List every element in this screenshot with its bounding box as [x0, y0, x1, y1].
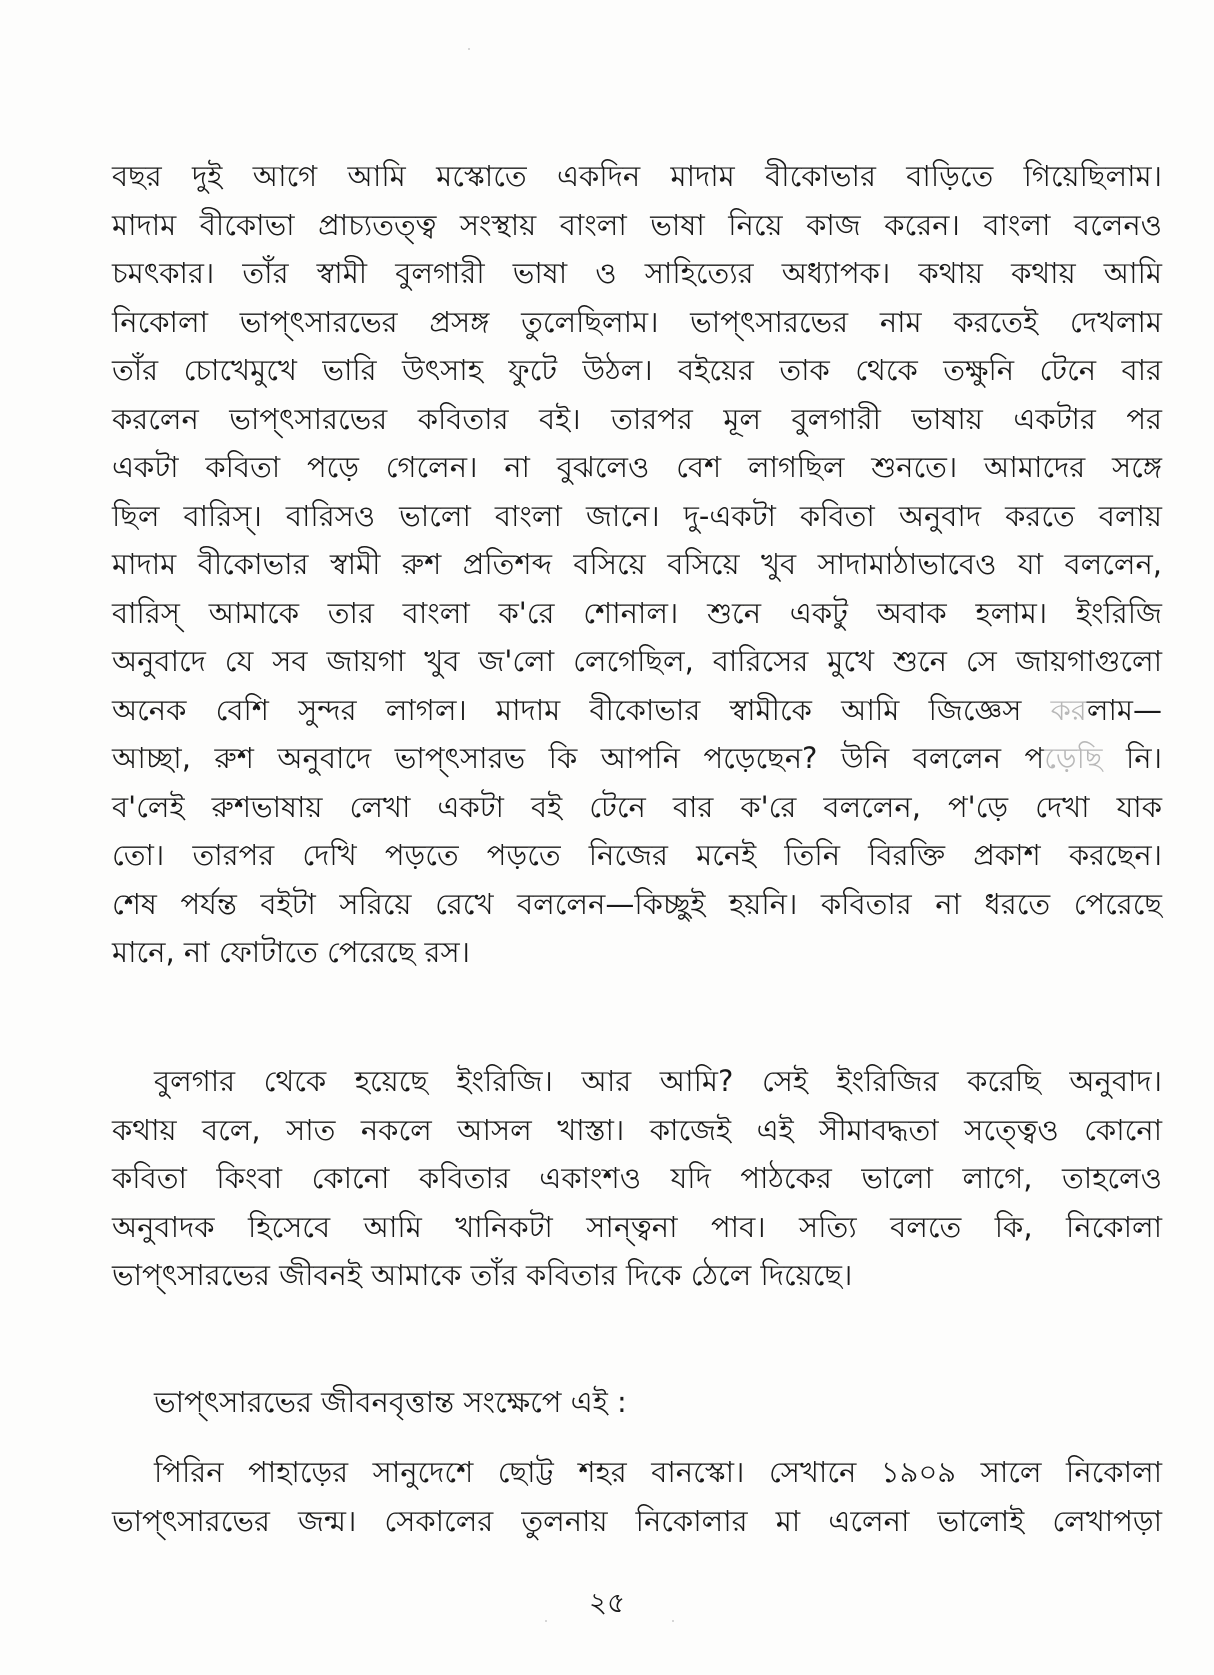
- text-line: তাঁর চোখেমুখে ভারি উৎসাহ ফুটে উঠল। বইয়ের তাক থেকে তক্ষুনি টেনে বার: [112, 353, 1162, 387]
- scan-speck: [672, 1620, 674, 1622]
- text-line: বছর দুই আগে আমি মস্কোতে একদিন মাদাম বীকোভার বাড়িতে গিয়েছিলাম।: [112, 159, 1162, 193]
- text-line: নিকোলা ভাপ্ৎসারভের প্রসঙ্গ তুলেছিলাম। ভাপ্ৎসারভের নাম করতেই দেখলাম: [112, 304, 1162, 339]
- text-line: কথায় বলে, সাত নকলে আসল খাস্তা। কাজেই এই সীমাবদ্ধতা সত্ত্বেও কোনো: [112, 1112, 1162, 1147]
- text-segment: অনেক বেশি সুন্দর লাগল। মাদাম বীকোভার স্বামীকে আমি জিজ্ঞেস: [112, 692, 1051, 727]
- text-line: মাদাম বীকোভার স্বামী রুশ প্রতিশব্দ বসিয়ে বসিয়ে খুব সাদামাঠাভাবেও যা বললেন,: [112, 547, 1162, 581]
- text-line: ভাপ্ৎসারভের জীবনই আমাকে তাঁর কবিতার দিকে ঠেলে দিয়েছে।: [112, 1258, 853, 1292]
- text-line: ভাপ্ৎসারভের জন্ম। সেকালের তুলনায় নিকোলার মা এলেনা ভালোই লেখাপড়া: [112, 1503, 1162, 1538]
- text-line: শেষ পর্যন্ত বইটা সরিয়ে রেখে বললেন—কিচ্ছুই হয়নি। কবিতার না ধরতে পেরেছে: [112, 886, 1162, 921]
- text-line: অনুবাদক হিসেবে আমি খানিকটা সান্ত্বনা পাব। সত্যি বলতে কি, নিকোলা: [112, 1209, 1162, 1244]
- text-segment: আচ্ছা, রুশ অনুবাদে ভাপ্ৎসারভ কি আপনি পড়েছেন? উনি বললেন প: [112, 741, 1045, 775]
- text-line: অনুবাদে যে সব জায়গা খুব জ'লো লেগেছিল, বারিসের মুখে শুনে সে জায়গাগুলো: [112, 644, 1162, 678]
- text-line: মাদাম বীকোভা প্রাচ্যতত্ত্ব সংস্থায় বাংলা ভাষা নিয়ে কাজ করেন। বাংলা বলেনও: [112, 207, 1162, 242]
- text-line: বারিস্ আমাকে তার বাংলা ক'রে শোনাল। শুনে একটু অবাক হলাম। ইংরিজি: [112, 595, 1162, 630]
- paragraph-translator-note: [112, 1057, 1162, 1300]
- page-number: ২৫: [588, 1586, 626, 1619]
- text-line: মানে, না ফোটাতে পেরেছে রস।: [112, 935, 471, 969]
- text-segment: নি।: [1102, 741, 1162, 775]
- section-heading-text: ভাপ্ৎসারভের জীবনবৃত্তান্ত সংক্ষেপে এই :: [154, 1385, 627, 1419]
- faded-text-segment: কর: [1050, 692, 1087, 727]
- faded-text-segment: ড়েছি: [1044, 741, 1103, 775]
- section-heading: [112, 1378, 1162, 1426]
- scan-speck: [468, 48, 470, 50]
- text-line: চমৎকার। তাঁর স্বামী বুলগারী ভাষা ও সাহিত্যের অধ্যাপক। কথায় কথায় আমি: [112, 256, 1162, 290]
- text-line: তো। তারপর দেখি পড়তে পড়তে নিজের মনেই তিনি বিরক্তি প্রকাশ করছেন।: [112, 838, 1162, 872]
- paragraph-biography: [112, 1448, 1162, 1545]
- text-line: ব'লেই রুশভাষায় লেখা একটা বই টেনে বার ক'রে বললেন, প'ড়ে দেখা যাক: [112, 789, 1162, 824]
- text-line-partially-faded: [112, 686, 1162, 735]
- text-line: ছিল বারিস্। বারিসও ভালো বাংলা জানে। দু-একটা কবিতা অনুবাদ করতে বলায়: [112, 498, 1162, 533]
- text-line: বুলগার থেকে হয়েছে ইংরিজি। আর আমি? সেই ইংরিজির করেছি অনুবাদ।: [154, 1064, 1162, 1098]
- text-line: করলেন ভাপ্ৎসারভের কবিতার বই। তারপর মূল বুলগারী ভাষায় একটার পর: [112, 401, 1162, 436]
- text-line: একটা কবিতা পড়ে গেলেন। না বুঝলেও বেশ লাগছিল শুনতে। আমাদের সঙ্গে: [112, 450, 1162, 484]
- text-line: কবিতা কিংবা কোনো কবিতার একাংশও যদি পাঠকের ভালো লাগে, তাহলেও: [112, 1161, 1162, 1195]
- text-line-partially-faded: [112, 734, 1162, 783]
- paragraph-memoir-visit: [112, 152, 1162, 977]
- text-segment: লাম—: [1086, 692, 1162, 727]
- scan-speck: [545, 1620, 547, 1622]
- text-line: পিরিন পাহাড়ের সানুদেশে ছোট্ট শহর বানস্কো। সেখানে ১৯০৯ সালে নিকোলা: [154, 1455, 1162, 1489]
